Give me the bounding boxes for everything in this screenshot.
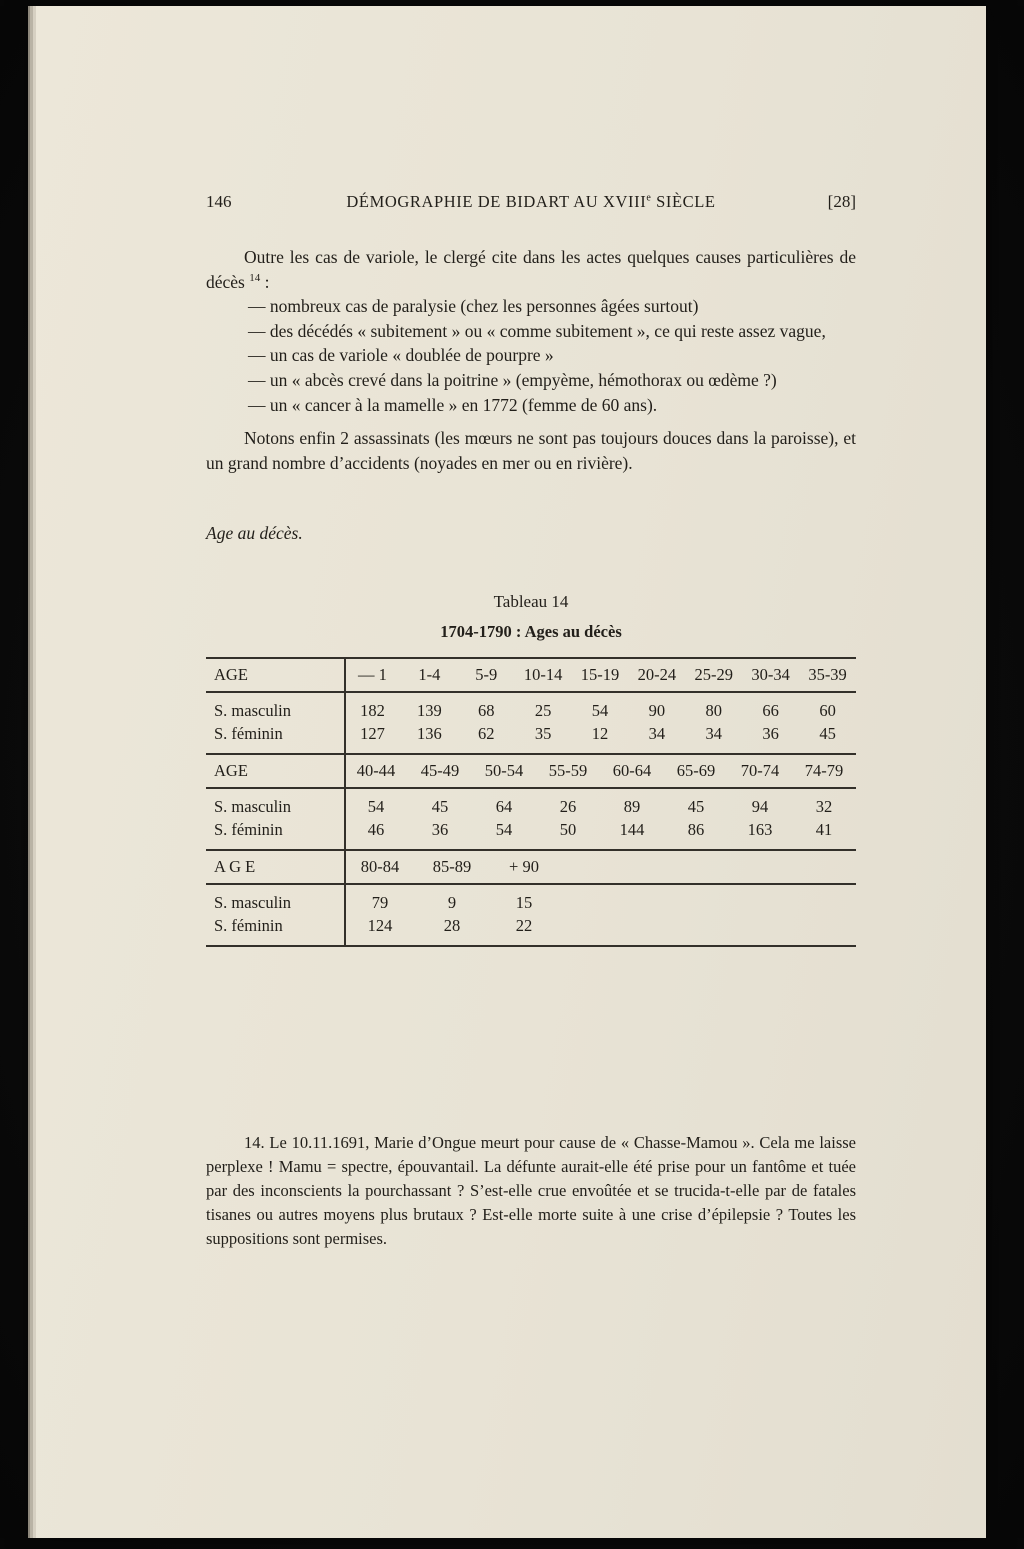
table-cell: 34 (705, 723, 723, 743)
page-header (206, 192, 856, 212)
table-section (206, 755, 856, 851)
table-cell: 64 (495, 796, 513, 816)
table-cell: 25 (534, 700, 552, 720)
intro-text: Outre les cas de variole, le clergé cite dans les actes quelques causes particulières de décès (206, 247, 856, 292)
footnote-marker: 14 (249, 271, 261, 284)
table-cell: 85-89 (432, 856, 472, 876)
table-title: Tableau 14 (493, 591, 569, 611)
list-item: — un « abcès crevé dans la poitrine » (empyème, hémothorax ou œdème ?) (248, 369, 777, 390)
table-cell: 35 (534, 723, 552, 743)
table-cell: 74-79 (804, 760, 844, 780)
table-cell: 46 (367, 819, 385, 839)
table-cell: 144 (619, 819, 645, 839)
table-row-cells (344, 796, 856, 817)
table-row-cells (344, 700, 856, 721)
table-row-label: S. féminin (214, 723, 283, 743)
table-cell: 90 (648, 700, 666, 720)
table-row-female (206, 914, 856, 937)
list-item: — des décédés « subitement » ou « comme subitement », ce qui reste assez vague, (248, 320, 826, 341)
table-cell: 86 (687, 819, 705, 839)
table-cell: 45 (687, 796, 705, 816)
table-cell: 50 (559, 819, 577, 839)
footnote: 14. Le 10.11.1691, Marie d’Ongue meurt pour cause de « Chasse-Mamou ». Cela me laisse perplexe ! Mamu = spectre, épouvantail. La défunte aurait-elle été prise pour un fantôme et tuée par des inconscients la pourchassant ? S’est-elle crue envoûtée et se trucida-t-elle par de fatales tisanes ou autres moyens plus brutaux ? Est-elle morte suite à une crise d’épilepsie ? Toutes les suppositions sont permises. (206, 1132, 856, 1248)
table-cell: 65-69 (676, 760, 716, 780)
table-row-female (206, 818, 856, 841)
header-title-end: SIÈCLE (651, 192, 716, 211)
table-row-label: S. masculin (214, 700, 291, 720)
table-cell: — 1 (358, 664, 387, 684)
table-data-group (206, 693, 856, 755)
table-cell: 25-29 (694, 664, 734, 684)
table-section (206, 851, 856, 947)
table-cell: 45 (819, 723, 836, 743)
table-data-group (206, 885, 856, 947)
table-cell: 36 (431, 819, 449, 839)
section-heading: Age au décès. (206, 523, 303, 544)
table-cell: 15 (515, 892, 533, 912)
table-row-label: AGE (214, 664, 248, 684)
body-text (206, 245, 856, 546)
table-row-cells (344, 723, 856, 744)
table-cell: 127 (360, 723, 385, 743)
table-row-female (206, 722, 856, 745)
table-row-label: S. féminin (214, 915, 283, 935)
table-cell: 50-54 (484, 760, 524, 780)
table-cell: 1-4 (418, 664, 441, 684)
header-title-main: DÉMOGRAPHIE DE BIDART AU XVIII (346, 192, 647, 211)
page-number: 146 (206, 192, 232, 211)
table-header-row (206, 755, 856, 789)
table-cell: 66 (762, 700, 779, 720)
table-cell: + 90 (509, 856, 539, 876)
intro-paragraph (206, 245, 856, 294)
table-cell: 34 (648, 723, 666, 743)
list-item: — nombreux cas de paralysie (chez les personnes âgées surtout) (248, 296, 699, 317)
table-row-cells (344, 664, 856, 685)
table-cell: 20-24 (637, 664, 677, 684)
table-cell: 136 (416, 723, 442, 743)
list-item: — un « cancer à la mamelle » en 1772 (femme de 60 ans). (248, 394, 658, 415)
table-header-row (206, 659, 856, 693)
table-cell: 40-44 (356, 760, 396, 780)
table-cell: 30-34 (751, 664, 790, 684)
table-cell: 10-14 (523, 664, 563, 684)
table-subtitle: 1704-1790 : Ages au décès (440, 621, 622, 641)
table-cell: 45 (431, 796, 449, 816)
table-cell: 79 (371, 892, 389, 912)
table-row-male (206, 795, 856, 818)
table-cell: 9 (447, 892, 457, 912)
table-section (206, 659, 856, 755)
table-cell: 68 (477, 700, 495, 720)
table-row-male (206, 891, 856, 914)
table-cell: 32 (815, 796, 833, 816)
table-cell: 54 (591, 700, 609, 720)
table-cell: 60 (819, 700, 836, 720)
table-cell: 182 (360, 700, 385, 720)
table-data-group (206, 789, 856, 851)
closing-paragraph: Notons enfin 2 assassinats (les mœurs ne sont pas toujours douces dans la paroisse), et un grand nombre d’accidents (noyades en mer ou en rivière). (206, 428, 856, 473)
header-title-superscript: e (646, 192, 652, 204)
table-cell: 70-74 (740, 760, 780, 780)
ages-table (206, 657, 856, 947)
table-cell: 45-49 (420, 760, 460, 780)
table-row-label: S. masculin (214, 796, 291, 816)
table-row-cells (344, 856, 856, 877)
table-cell: 94 (751, 796, 769, 816)
table-cell: 89 (623, 796, 641, 816)
table-cell: 62 (477, 723, 495, 743)
header-bracket-ref: [28] (827, 192, 856, 211)
table-row-label: S. féminin (214, 819, 283, 839)
table-row-male (206, 699, 856, 722)
table-cell: 80 (705, 700, 723, 720)
table-row-cells (344, 892, 856, 913)
table-cell: 54 (367, 796, 385, 816)
table-cell: 12 (591, 723, 609, 743)
header-title (286, 192, 776, 212)
table-row-label: AGE (214, 760, 248, 780)
table-row-cells (344, 760, 856, 781)
table-cell: 36 (762, 723, 779, 743)
table-cell: 15-19 (580, 664, 620, 684)
table-row-label: S. masculin (214, 892, 291, 912)
table-row-cells (344, 819, 856, 840)
table-cell: 28 (443, 915, 461, 935)
table-cell: 5-9 (475, 664, 498, 684)
table-cell: 22 (515, 915, 533, 935)
table-cell: 60-64 (612, 760, 652, 780)
table-cell: 26 (559, 796, 577, 816)
intro-colon: : (260, 271, 270, 292)
table-cell: 139 (416, 700, 442, 720)
table-cell: 163 (747, 819, 773, 839)
table-cell: 80-84 (360, 856, 400, 876)
table-cell: 124 (367, 915, 393, 935)
table-cell: 54 (495, 819, 513, 839)
list-item: — un cas de variole « doublée de pourpre » (248, 345, 554, 366)
table-cell: 35-39 (808, 664, 847, 684)
book-page (36, 6, 986, 1538)
page-content (206, 6, 856, 1251)
table-row-cells (344, 915, 856, 936)
table-row-label: A G E (214, 856, 256, 876)
table-cell: 41 (815, 819, 833, 839)
table-cell: 55-59 (548, 760, 588, 780)
table-header-row (206, 851, 856, 885)
